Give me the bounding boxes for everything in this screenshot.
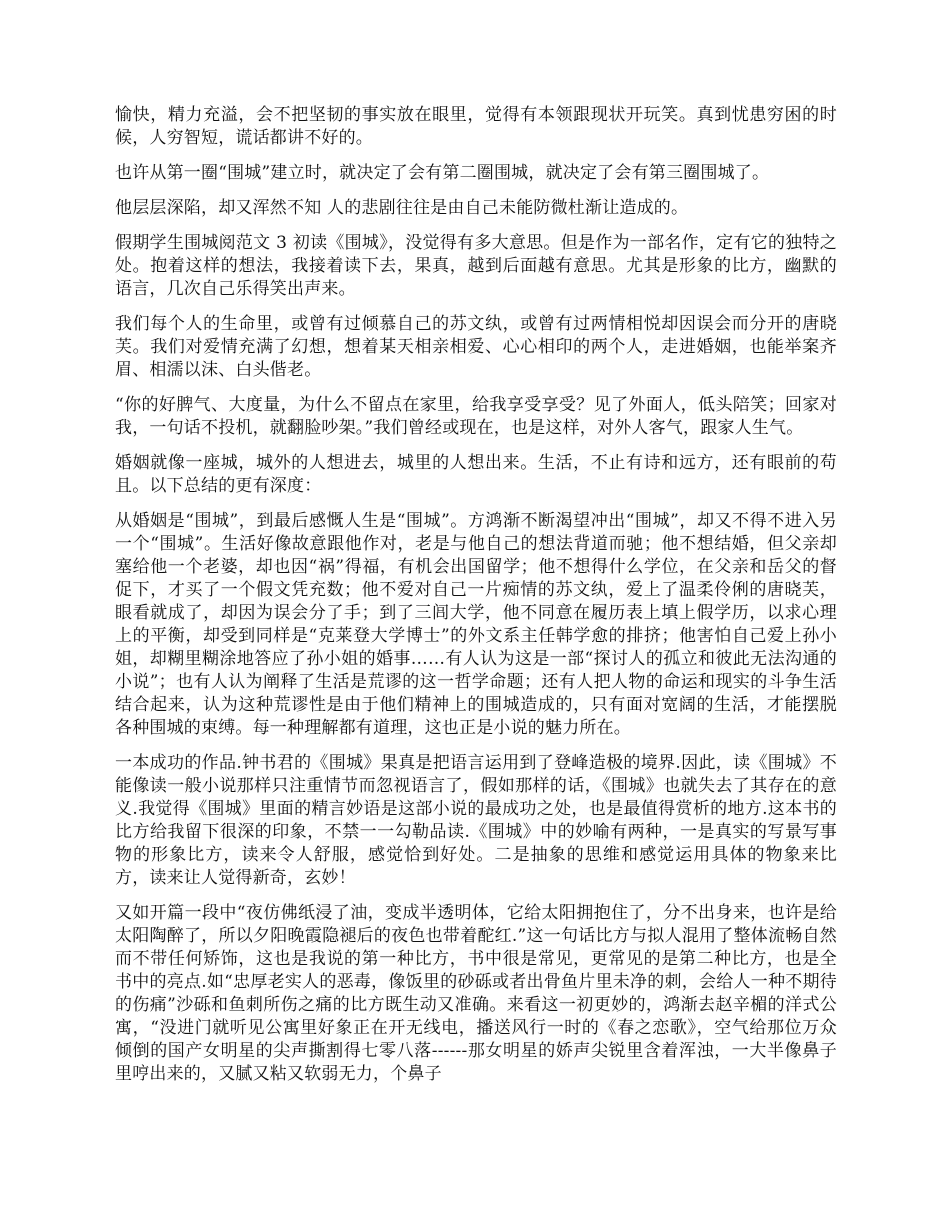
paragraph: 一本成功的作品.钟书君的《围城》果真是把语言运用到了登峰造极的境界.因此，读《围城》不能像读一般小说那样只注重情节而忽视语言了，假如那样的话，《围城》也就失去了其存在的意义.我觉得《围城》里面的精言妙语是这部小说的最成功之处，也是最值得赏析的地方.这本书的比方给我留下很深的印象，不禁一一勾勒品读.《围城》中的妙喻有两种，一是真实的写景写事物的形象比方，读来令人舒服，感觉恰到好处。二是抽象的思维和感觉运用具体的物象来比方，读来让人觉得新奇，玄妙！ xyxy=(115,753,837,888)
paragraph: 也许从第一圈“围城”建立时，就决定了会有第二圈围城，就决定了会有第三圈围城了。 xyxy=(115,163,770,183)
paragraph: 我们每个人的生命里，或曾有过倾慕自己的苏文纨，或曾有过两情相悦却因误会而分开的唐晓芙。我们对爱情充满了幻想，想着某天相亲相爱、心心相印的两个人，走进婚姻，也能举案齐眉、相濡以沫、白头偕老。 xyxy=(115,314,837,380)
paragraph: 又如开篇一段中“夜仿佛纸浸了油，变成半透明体，它给太阳拥抱住了，分不出身来，也许是给太阳陶醉了，所以夕阳晚霞隐褪后的夜色也带着酡红.”这一句话比方与拟人混用了整体流畅自然而不带任何矫饰，这也是我说的第一种比方，书中很是常见，更常见的是第二种比方，也是全书中的亮点.如“忠厚老实人的恶毒，像饭里的砂砾或者出骨鱼片里未净的刺，会给人一种不期待的伤痛”沙砾和鱼刺所伤之痛的比方既生动又准确。来看这一初更妙的，鸿渐去赵辛楣的洋式公寓，“没进门就听见公寓里好象正在开无线电，播送风行一时的《春之恋歌》，空气给那位万众倾倒的国产女明星的尖声撕割得七零八落------那女明星的娇声尖锐里含着浑浊，一大半像鼻子里哼出来的，又腻又粘又软弱无力，个鼻子 xyxy=(115,903,837,1084)
paragraph: “你的好脾气、大度量，为什么不留点在家里，给我享受享受？见了外面人，低头陪笑；回家对我，一句话不投机，就翻脸吵架。”我们曾经或现在，也是这样，对外人客气，跟家人生气。 xyxy=(115,395,837,438)
paragraph: 假期学生围城阅范文 3 初读《围城》，没觉得有多大意思。但是作为一部名作，定有它的独特之处。抱着这样的想法，我接着读下去，果真，越到后面越有意思。尤其是形象的比方，幽默的语言，几次自己乐得笑出声来。 xyxy=(115,233,837,299)
document-body xyxy=(115,104,837,1098)
paragraph: 愉快，精力充溢，会不把坚韧的事实放在眼里，觉得有本领跟现状开玩笑。真到忧患穷困的时候，人穷智短，谎话都讲不好的。 xyxy=(115,105,837,148)
paragraph: 婚姻就像一座城，城外的人想进去，城里的人想出来。生活，不止有诗和远方，还有眼前的苟且。以下总结的更有深度： xyxy=(115,453,837,496)
paragraph: 从婚姻是“围城”，到最后感慨人生是“围城”。方鸿渐不断渴望冲出“围城”，却又不得不进入另一个“围城”。生活好像故意跟他作对，老是与他自己的想法背道而驰；他不想结婚，但父亲却塞给他一个老婆，却也因“祸”得福，有机会出国留学；他不想得什么学位，在父亲和岳父的督促下，才买了一个假文凭充数；他不爱对自己一片痴情的苏文纨，爱上了温柔伶俐的唐晓芙，眼看就成了，却因为误会分了手；到了三闾大学，他不同意在履历表上填上假学历，以求心理上的平衡，却受到同样是“克莱登大学博士”的外文系主任韩学愈的排挤；他害怕自己爱上孙小姐，却糊里糊涂地答应了孙小姐的婚事……有人认为这是一部“探讨人的孤立和彼此无法沟通的小说”；也有人认为阐释了生活是荒谬的这一哲学命题；还有人把人物的命运和现实的斗争生活结合起来，认为这种荒谬性是由于他们精神上的围城造成的，只有面对宽阔的生活，才能摆脱各种围城的束缚。每一种理解都有道理，这也正是小说的魅力所在。 xyxy=(115,511,837,738)
paragraph: 他层层深陷，却又浑然不知 人的悲剧往往是由自己未能防微杜渐让造成的。 xyxy=(115,198,689,218)
